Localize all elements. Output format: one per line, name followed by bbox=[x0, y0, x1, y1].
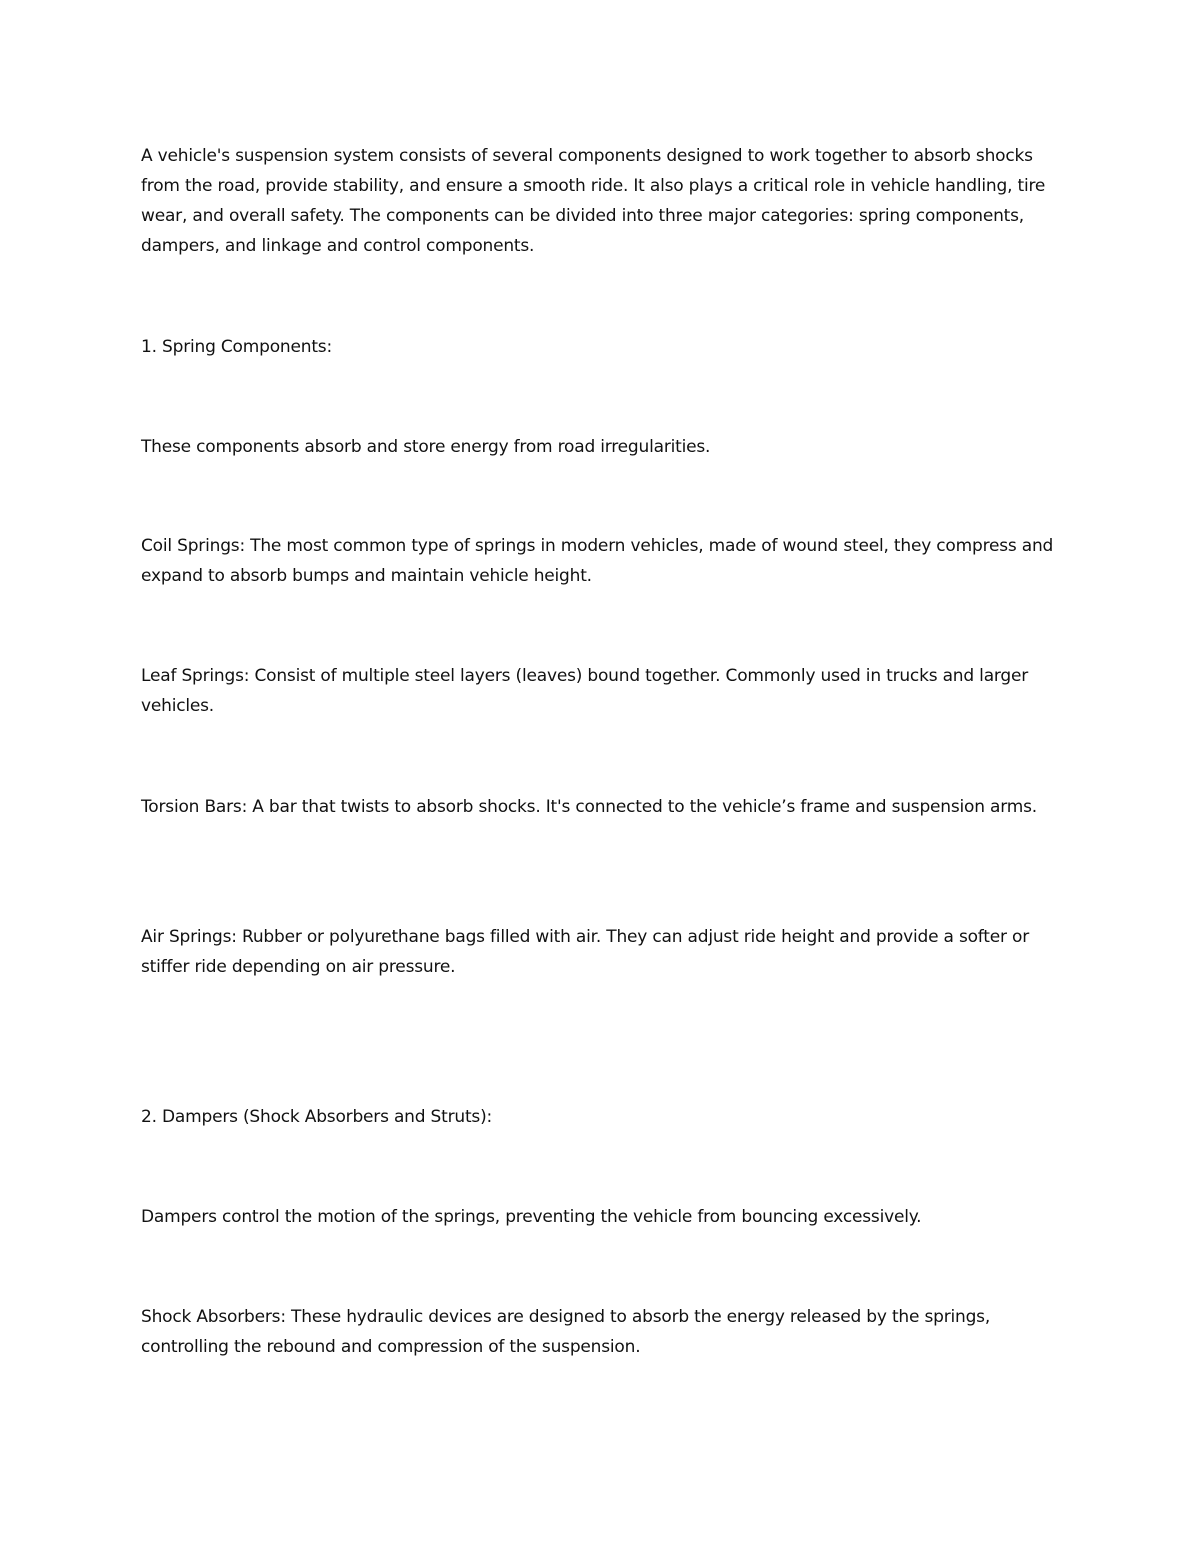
coil-springs-paragraph: Coil Springs: The most common type of springs in modern vehicles, made of wound steel, they compress and expand to absorb bumps and maintain vehicle height. bbox=[141, 536, 1054, 586]
section-heading-dampers: 2. Dampers (Shock Absorbers and Struts): bbox=[141, 1107, 493, 1127]
air-springs-paragraph: Air Springs: Rubber or polyurethane bags filled with air. They can adjust ride height and provide a softer or stiffer ride depending on air pressure. bbox=[141, 927, 1029, 977]
torsion-bars-paragraph: Torsion Bars: A bar that twists to absorb shocks. It's connected to the vehicle’s frame and suspension arms. bbox=[141, 797, 1037, 817]
leaf-springs-paragraph: Leaf Springs: Consist of multiple steel layers (leaves) bound together. Commonly used in trucks and larger vehicles. bbox=[141, 666, 1029, 716]
spring-components-intro: These components absorb and store energy from road irregularities. bbox=[141, 437, 711, 457]
shock-absorbers-paragraph: Shock Absorbers: These hydraulic devices are designed to absorb the energy released by the springs, controlling the rebound and compression of the suspension. bbox=[141, 1307, 991, 1357]
dampers-intro: Dampers control the motion of the springs, preventing the vehicle from bouncing excessively. bbox=[141, 1207, 922, 1227]
intro-paragraph: A vehicle's suspension system consists of several components designed to work together to absorb shocks from the road, provide stability, and ensure a smooth ride. It also plays a critical role in vehicle handling, tire wear, and overall safety. The components can be divided into three major categories: spring components, dampers, and linkage and control components. bbox=[141, 146, 1046, 256]
section-heading-spring-components: 1. Spring Components: bbox=[141, 337, 332, 357]
